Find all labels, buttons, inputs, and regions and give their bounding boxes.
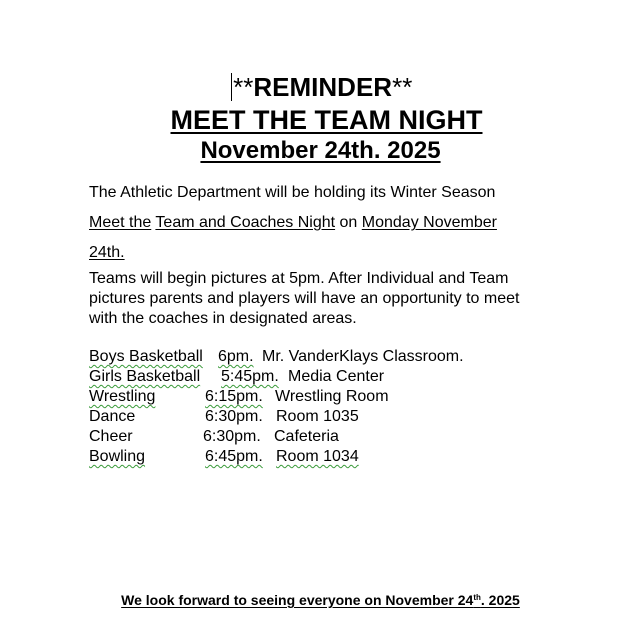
intro-paragraph — [89, 178, 559, 268]
intro-line-1: The Athletic Department will be holding its Winter Season — [89, 184, 496, 201]
event-title: MEET THE TEAM NIGHT — [170, 105, 483, 135]
closing-main: We look forward to seeing everyone on November 24 — [121, 592, 474, 608]
schedule-location: Media Center — [288, 368, 385, 385]
reminder-stars-right: ** — [392, 72, 413, 102]
schedule-time: 6:30pm. — [205, 408, 263, 425]
schedule-row — [89, 407, 559, 427]
schedule-location: Room 1034 — [276, 448, 359, 465]
schedule-row — [89, 427, 559, 447]
intro-on: on — [339, 214, 358, 231]
schedule-team: Boys Basketball — [89, 348, 203, 365]
schedule-row — [89, 447, 559, 467]
schedule-row — [89, 387, 559, 407]
intro-meet-the: Meet the — [89, 214, 152, 231]
event-date: November 24th. 2025 — [200, 137, 441, 164]
schedule-time: 6pm. — [218, 348, 254, 365]
schedule-row — [89, 347, 559, 367]
intro-line-2 — [89, 208, 559, 238]
schedule-location: Room 1035 — [276, 408, 359, 425]
schedule-team: Wrestling — [89, 388, 156, 405]
intro-line-3 — [89, 238, 559, 268]
closing-end: . 2025 — [480, 592, 520, 608]
schedule-row — [89, 367, 559, 387]
schedule-location: Mr. VanderKlays Classroom. — [262, 348, 464, 365]
closing-line — [0, 589, 641, 609]
schedule-time: 6:45pm. — [205, 448, 263, 465]
schedule-time: 6:30pm. — [203, 428, 261, 445]
intro-24th: 24th. — [89, 244, 125, 261]
pictures-line-2: pictures parents and players will have an opportunity to meet — [89, 290, 520, 307]
schedule-list — [89, 347, 559, 467]
closing-superscript: th — [473, 593, 481, 602]
pictures-line-3: with the coaches in designated areas. — [89, 310, 357, 327]
pictures-paragraph — [89, 269, 559, 329]
pictures-line-1: Teams will begin pictures at 5pm. After Individual and Team — [89, 270, 509, 287]
schedule-team: Cheer — [89, 428, 133, 445]
schedule-time: 5:45pm. — [221, 368, 279, 385]
reminder-stars-left: ** — [233, 72, 254, 102]
reminder-heading — [0, 70, 643, 104]
intro-monday-november: Monday November — [361, 214, 497, 231]
schedule-team: Bowling — [89, 448, 146, 465]
schedule-location: Wrestling Room — [275, 388, 389, 405]
reminder-word: REMINDER — [253, 72, 393, 102]
schedule-location: Cafeteria — [274, 428, 339, 445]
intro-team-coaches-night: Team and Coaches Night — [155, 214, 336, 231]
text-cursor — [231, 73, 233, 101]
schedule-team: Dance — [89, 408, 136, 425]
schedule-team: Girls Basketball — [89, 368, 201, 385]
schedule-time: 6:15pm. — [205, 388, 263, 405]
